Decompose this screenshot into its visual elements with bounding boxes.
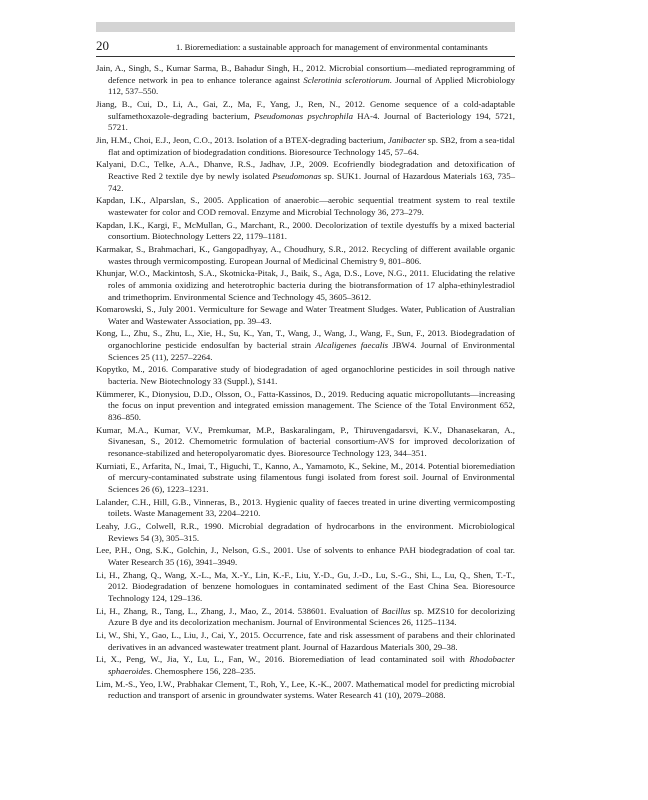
reference-pre-text: Karmakar, S., Brahmachari, K., Gangopadhyay, A., Choudhury, S.R., 2012. Recycling of different available organic wastes through vermicomposting. European Journal of Medicinal Chemistry 9, 801–806.	[96, 243, 515, 266]
reference-pre-text: Kapdan, I.K., Kargi, F., McMullan, G., Marchant, R., 2000. Decolorization of textile dyestuffs by a mixed bacterial consortium. Biotechnology Letters 22, 1179–1181.	[96, 219, 515, 242]
reference-item	[96, 135, 515, 158]
reference-pre-text: Leahy, J.G., Colwell, R.R., 1990. Microbial degradation of hydrocarbons in the environment. Microbiological Reviews 54 (3), 305–315.	[96, 521, 515, 543]
reference-item	[96, 220, 515, 243]
reference-item	[96, 159, 515, 194]
reference-italic-text: Alcaligenes faecalis	[315, 340, 389, 351]
reference-pre-text: Kong, L., Zhu, S., Zhu, L., Xie, H., Su, K., Yan, T., Wang, J., Wang, J., Wang, F., Sun, F., 2013. Biodegradation of organochlorine pesticide endosulfan by bacterial strain	[96, 328, 515, 351]
reference-post-text: . Journal of Applied Microbiology 112, 537–550.	[108, 74, 515, 97]
reference-pre-text: Lalander, C.H., Hill, G.B., Vinneras, B., 2013. Hygienic quality of faeces treated in urine diverting vermicomposting toilets. Waste Management 33, 2204–2210.	[96, 496, 515, 519]
reference-post-text: . Chemosphere 156, 228–235.	[150, 665, 256, 676]
reference-item	[96, 328, 515, 363]
reference-pre-text: Li, H., Zhang, R., Tang, L., Zhang, J., Mao, Z., 2014. 538601. Evaluation of	[96, 605, 382, 616]
reference-pre-text: Kurniati, E., Arfarita, N., Imai, T., Higuchi, T., Kanno, A., Yamamoto, K., Sekine, M., 2014. Potential bioremediation of mercury-contaminated substrate using filamentous fungi isolated from forest soil. Journal of Environmental Sciences 26 (6), 1223–1231.	[96, 460, 515, 495]
reference-item	[96, 521, 515, 544]
reference-item	[96, 654, 515, 677]
reference-pre-text: Li, X., Peng, W., Jia, Y., Lu, L., Fan, W., 2016. Bioremediation of lead contaminated soil with	[96, 654, 470, 665]
reference-item	[96, 304, 515, 327]
reference-italic-text: Bacillus	[381, 605, 411, 616]
reference-item	[96, 195, 515, 218]
header-bar	[96, 22, 515, 32]
reference-item	[96, 425, 515, 460]
reference-pre-text: Jain, A., Singh, S., Kumar Sarma, B., Bahadur Singh, H., 2012. Microbial consortium—mediated reprogramming of defence network in pea to enhance tolerance against	[96, 63, 515, 85]
reference-pre-text: Komarowski, S., July 2001. Vermiculture for Sewage and Water Treatment Sludges. Water, Publication of Australian Water and Wastewater Association, pp. 39–43.	[96, 304, 515, 326]
reference-post-text: sp. SB2, from a sea-tidal flat and optimization of biodegradation conditions. Bioresource Technology 145, 57–64.	[108, 135, 515, 157]
reference-item	[96, 570, 515, 605]
reference-pre-text: Kümmerer, K., Dionysiou, D.D., Olsson, O., Fatta-Kassinos, D., 2019. Reducing aquatic micropollutants—increasing the focus on input prevention and integrated emission management. The Science of the Total Environment 652, 836–850.	[96, 388, 515, 423]
reference-item	[96, 244, 515, 267]
running-title: 1. Bioremediation: a sustainable approach for management of environmental contaminants	[176, 42, 488, 52]
reference-italic-text: Pseudomonas	[272, 171, 322, 181]
reference-post-text: sp. SUK1. Journal of Hazardous Materials 163, 735–742.	[108, 171, 516, 193]
reference-item	[96, 679, 515, 702]
reference-pre-text: Khunjar, W.O., Mackintosh, S.A., Skotnicka-Pitak, J., Baik, S., Aga, D.S., Love, N.G., 2011. Elucidating the relative roles of ammonia oxidizing and heterotrophic bacteria during the biotransformation of 17 alpha-ethinylestradiol and trimethoprim. Environmental Science and Technology 45, 3605–3612.	[96, 268, 515, 302]
reference-item	[96, 461, 515, 496]
reference-post-text: JBW4. Journal of Environmental Sciences 25 (11), 2257–2264.	[108, 340, 515, 362]
reference-pre-text: Jiang, B., Cui, D., Li, A., Gai, Z., Ma, F., Yang, J., Ren, N., 2012. Genome sequence of a cold-adaptable sulfamethoxazole-degrading bacterium,	[96, 99, 515, 121]
reference-item	[96, 268, 515, 303]
reference-item	[96, 630, 515, 653]
reference-pre-text: Lim, M.-S., Yeo, I.W., Prabhakar Clement, T., Roh, Y., Lee, K.-K., 2007. Mathematical model for predicting microbial reduction and transport of arsenic in groundwater systems. Water Research 41 (10), 2079–2088.	[96, 678, 515, 701]
reference-item	[96, 63, 515, 98]
reference-item	[96, 99, 515, 134]
reference-pre-text: Kalyani, D.C., Telke, A.A., Dhanve, R.S., Jadhav, J.P., 2009. Ecofriendly biodegradation and detoxification of Reactive Red 2 textile dye by newly isolated	[96, 159, 515, 181]
reference-item	[96, 497, 515, 520]
reference-pre-text: Li, W., Shi, Y., Gao, L., Liu, J., Cai, Y., 2015. Occurrence, fate and risk assessment of parabens and their chlorinated derivatives in an advanced wastewater treatment plant. Journal of Hazardous Materials 300, 29–38.	[96, 629, 515, 652]
page-number: 20	[96, 38, 109, 53]
reference-pre-text: Kopytko, M., 2016. Comparative study of biodegradation of aged organochlorine pesticides in soil through native bacteria. New Biotechnology 33 (Suppl.), S141.	[96, 364, 515, 387]
reference-post-text: sp. MZS10 for decolorizing Azure B dye and its decolorization mechanism. Journal of Environmental Sciences 26, 1125–1134.	[108, 605, 515, 628]
reference-pre-text: Kapdan, I.K., Alparslan, S., 2005. Application of anaerobic—aerobic sequential treatment system to real textile wastewater for color and COD removal. Enzyme and Microbial Technology 36, 273–279.	[96, 195, 515, 217]
reference-pre-text: Kumar, M.A., Kumar, V.V., Premkumar, M.P., Baskaralingam, P., Thiruvengadarsvi, K.V., Dhanasekaran, A., Sivanesan, S., 2012. Chemometric formulation of bacterial consortium-AVS for improved decolorization of resonance-stabilized and heteropolyaromatic dyes. Bioresource Technology 123, 344–351.	[96, 424, 515, 459]
reference-item	[96, 364, 515, 387]
reference-pre-text: Li, H., Zhang, Q., Wang, X.-L., Ma, X.-Y., Lin, K.-F., Liu, Y.-D., Gu, J.-D., Lu, S.-G., Shi, L., Lu, Q., Shen, T.-T., 2012. Biodegradation of benzene homologues in contaminated sediment of the East China Sea. Bioresource Technology 124, 129–136.	[96, 569, 515, 604]
reference-item	[96, 389, 515, 424]
reference-pre-text: Lee, P.H., Ong, S.K., Golchin, J., Nelson, G.S., 2001. Use of solvents to enhance PAH biodegradation of coal tar. Water Research 35 (16), 3941–3949.	[96, 545, 515, 568]
reference-italic-text: Janibacter	[388, 135, 426, 145]
reference-pre-text: Jin, H.M., Choi, E.J., Jeon, C.O., 2013. Isolation of a BTEX-degrading bacterium,	[96, 135, 389, 145]
reference-post-text: HA-4. Journal of Bacteriology 194, 5721, 5721.	[108, 110, 516, 133]
header-rule	[96, 56, 515, 57]
reference-italic-text: Rhodobacter sphaeroides	[108, 654, 515, 676]
reference-list	[96, 63, 515, 703]
reference-item	[96, 545, 515, 568]
reference-italic-text: Pseudomonas psychrophila	[254, 110, 353, 121]
reference-italic-text: Sclerotinia sclerotiorum	[303, 74, 390, 85]
reference-item	[96, 606, 515, 629]
